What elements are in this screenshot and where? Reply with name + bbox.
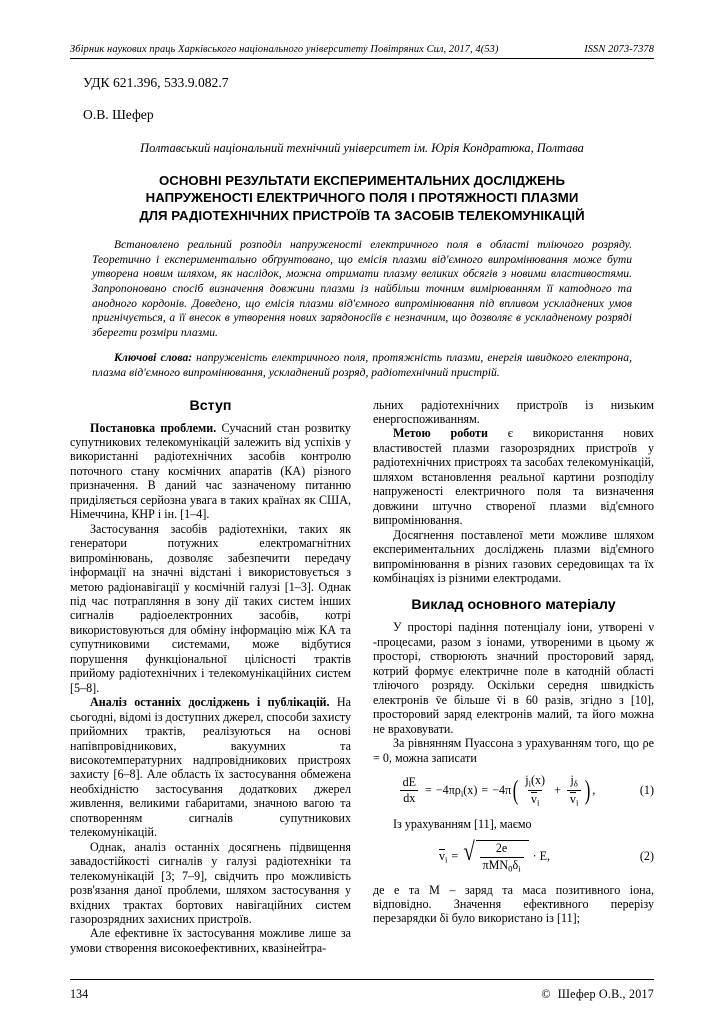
equation-1-term-1-den-sub: i: [536, 797, 540, 808]
equation-1-rhs-first: [436, 783, 478, 798]
abstract: Встановлено реальний розподіл напруженості електричного поля в області тліючого розряду. Теоретично і експериментально обґрунтовано, що емісія плазми від'ємного випромінювання може бути утворена новим шляхом, як наслідок, можна отримати плазму великих обсягів з новими властивостями. Запропоновано спосіб визначення довжини плазми із найбільш точним вимірюванням її катодного та анодного кордонів. Доведено, що емісія плазми від'ємного випромінювання під впливом ускладнених умов пригнічується, а її внесок в утворення нових зарядоносіїв є незначним, що дозволяє в ускладненому розряді зберегти розміри плазми.: [92, 238, 632, 339]
equation-2: [373, 837, 654, 873]
keywords-text: напруженість електричного поля, протяжність плазми, енергія швидкого електрона, плазма від'ємного випромінювання, ускладнений розряд, радіотехнічний пристрій.: [92, 351, 632, 379]
running-head-issn: ISSN 2073-7378: [584, 44, 654, 55]
radical-sign-glyph: √: [463, 837, 476, 867]
left-paren-icon: (: [512, 775, 519, 806]
equation-1-term-2-numerator: [567, 774, 580, 790]
equation-2-numerator: 2e: [495, 841, 508, 856]
keywords-label: Ключові слова:: [114, 351, 193, 365]
title-line-3: ДЛЯ РАДІОТЕХНІЧНИХ ПРИСТРОЇВ ТА ЗАСОБІВ ТЕЛЕКОМУНІКАЦІЙ: [139, 207, 585, 223]
running-head-journal: Збірник наукових праць Харківського національного університету Повітряних Сил, 2017, 4(53): [70, 44, 499, 55]
left-paragraph-1: [70, 421, 351, 522]
section-heading-vyklad: Виклад основного матеріалу: [411, 597, 616, 614]
equation-1-term-1-den-v: v: [530, 791, 537, 806]
equation-1-rhs-coeff: −4πρ: [435, 783, 461, 798]
equation-1-body: [373, 774, 624, 808]
equation-1-lhs-fraction: [400, 776, 419, 806]
equation-1-lhs-numerator: dE: [402, 775, 416, 790]
lead-in-analiz: Аналіз останніх досліджень і публікацій.: [90, 695, 330, 710]
lead-in-metoyu: Метою роботи: [393, 426, 488, 441]
copyright-icon: ©: [541, 987, 551, 1001]
equation-1-term-2-den-v: v: [569, 791, 576, 806]
left-paragraph-5: Але ефективне їх застосування можливе лише за умови створення високоефективних, квазінейтра-: [70, 926, 351, 955]
equation-2-radicand: [476, 840, 529, 873]
equation-1-term-2-num-sub: δ: [573, 778, 578, 789]
right-paragraph-1: льних радіотехнічних пристроїв із низьким енергоспоживанням.: [373, 397, 654, 427]
equation-1-term-1: [522, 774, 548, 808]
equation-2-lhs-v: v: [438, 849, 445, 864]
affiliation: Полтавський національний технічний університет ім. Юрія Кондратюка, Полтава: [140, 141, 584, 155]
right-paren-icon: ): [585, 775, 591, 806]
equation-2-equals: =: [451, 849, 459, 864]
equation-1-term-2-denominator: [567, 790, 581, 808]
equation-1-trailer: ,: [592, 783, 596, 798]
page-title: [70, 172, 654, 224]
equation-2-den-delta-sub: i: [518, 862, 521, 873]
copyright-notice: [541, 987, 654, 1002]
keywords: [92, 351, 632, 380]
equation-1-term-2-den-sub: i: [575, 797, 579, 808]
equation-2-denominator: [480, 857, 524, 874]
equation-1-term-1-num-sub: i: [528, 778, 531, 789]
left-paragraph-4: Однак, аналіз останніх досягнень підвищення завадостійкості сигналів у галузі радіотехніки та телекомунікацій [3; 7–9], свідчить про можливість розв'язання даної проблеми, шляхом застосування у вхідних трактах бортових навігаційних систем газорозрядних захисних пристроїв.: [70, 839, 351, 926]
equation-2-body: [373, 837, 624, 873]
right-paragraph-3: Досягнення поставленої мети можливе шляхом експериментальних досліджень плазми від'ємного випромінювання в різних газових середовищах та їх комбінаціях із різними електродами.: [373, 527, 654, 585]
udc-code: УДК 621.396, 533.9.082.7: [83, 75, 229, 90]
running-head: [70, 44, 654, 59]
right-paragraph-2-text: є використання нових властивостей плазми газорозрядних пристроїв у радіотехнічних пристроях та засобах телекомунікацій, шляхом встановлення реальної картини розподілу напруженості електричного поля та визначення довжини штучно створеної плазми від'ємного випромінювання.: [373, 426, 654, 528]
page-number: 134: [70, 987, 89, 1001]
equation-2-multiplier: · E,: [532, 849, 551, 864]
equation-1-rho-arg: (x): [463, 783, 478, 798]
body-columns: [70, 398, 654, 956]
equation-2-number: (2): [639, 849, 654, 864]
left-paragraph-2: Застосування засобів радіотехніки, таких як генератори потужних електромагнітних випромінювань, дозволяє забезпечити передачу інформації на значні відстані і використовується з метою радіонавігації у космічній галузі [1–3]. Однак під час потрапляння в зону дії таких систем інших сигналів радіоелектронних засобів, котрі використовуються для обміну інформацію між КА та супутниковими системами, може відбутися порушення функціональної цілісності трактів прийому радіотехнічних і телекомунікаційних систем [5–8].: [70, 521, 351, 695]
equation-1-term-1-num-j: j: [525, 772, 529, 787]
equation-1-lhs-denominator: dx: [400, 790, 418, 805]
square-root-icon: [462, 837, 528, 873]
equation-2-den-pimn: πMN: [482, 857, 509, 872]
page-footer: [70, 987, 654, 1002]
lead-in-postanovka: Постановка проблеми.: [90, 420, 217, 435]
right-paragraph-4: У просторі падіння потенціалу іони, утворені ν -процесами, разом з іонами, утвореними в цьому ж просторі, створюють значний просторовий заряд, котрий формує електричне поле в катодній області тліючого розряду. Оскільки середня швидкість електронів v̄е більше v̄i в 60 разів, згідно з [10], просторовий заряд електронів малий, та його можна не враховувати.: [373, 620, 654, 736]
equation-1-plus: +: [554, 783, 561, 798]
equation-1-equals-1: =: [425, 783, 432, 798]
equation-1-term-2-num-j: j: [570, 772, 574, 787]
title-line-2: НАПРУЖЕНОСТІ ЕЛЕКТРИЧНОГО ПОЛЯ І ПРОТЯЖНОСТІ ПЛАЗМИ: [145, 190, 579, 206]
right-paragraph-5: За рівнянням Пуассона з урахуванням того, що ρе = 0, можна записати: [373, 736, 654, 765]
left-column: [70, 398, 351, 956]
equation-1-rhs-coeff-2: −4π: [492, 783, 512, 798]
left-paragraph-3: [70, 695, 351, 840]
equation-2-lhs: [439, 849, 447, 864]
left-paragraph-1-text: Сучасний стан розвитку супутникових телекомунікацій залежить від успіхів у використанні радіотехнічних засобів контролю поточного стану космічних апаратів (КА) різного призначення. В даний час зазначеному питанню приділяється серйозна увага в таких країнах як США, Німеччина, КНР і ін. [1–4].: [70, 420, 351, 522]
section-heading-vstup: Вступ: [189, 397, 232, 414]
equation-2-den-delta: δ: [512, 857, 519, 872]
right-paragraph-7: де е та М – заряд та маса позитивного іона, відповідно. Значення ефективного перерізу перезарядки δi було використано із [11];: [373, 882, 654, 926]
equation-1-rho-sub: i: [460, 788, 464, 799]
equation-1-term-1-denominator: [528, 790, 542, 808]
equation-2-lhs-sub: i: [444, 854, 448, 865]
equation-1: [373, 774, 654, 808]
author-name: О.В. Шефер: [83, 107, 154, 122]
right-paragraph-2: [373, 426, 654, 527]
equation-1-term-2: [567, 774, 581, 808]
right-column: [373, 398, 654, 956]
footer-divider: [70, 979, 654, 980]
left-paragraph-3-text: На сьогодні, відомі із доступних джерел, способи захисту прийомних трактів, реалізуються на основі напівпровідникових, вакуумних та високотемпературних надпровідникових пристроях захисту [6–8]. Але область їх застосування обмежена необхідністю застосування додаткових джерел живлення, великими габаритами, значною вагою та спотворенням сигналів супутникових телекомунікацій.: [70, 695, 351, 840]
equation-2-den-n-sub: 0: [508, 862, 513, 873]
equation-1-equals-2: =: [481, 783, 489, 798]
equation-1-term-1-numerator: [522, 774, 548, 790]
equation-1-number: (1): [639, 783, 654, 798]
right-paragraph-6: Із урахуванням [11], маємо: [393, 816, 532, 831]
equation-1-term-1-num-arg: (x): [530, 772, 546, 787]
title-line-1: ОСНОВНІ РЕЗУЛЬТАТИ ЕКСПЕРИМЕНТАЛЬНИХ ДОСЛІДЖЕНЬ: [158, 173, 566, 188]
equation-2-fraction: [480, 842, 524, 873]
copyright-text: Шефер О.В., 2017: [557, 987, 654, 1001]
